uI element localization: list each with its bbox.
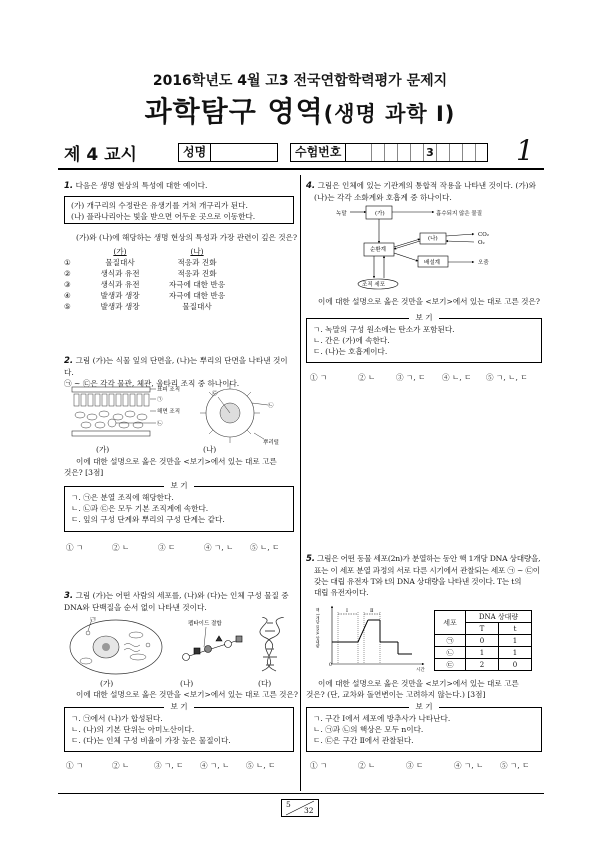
q1-option[interactable] [64,268,242,279]
q2-question-2: 것은? [3점] [64,468,104,477]
q5-ylabel: 핵 1개당 DNA 상대량 [315,608,321,648]
q5-bogi [306,702,542,752]
q4-food: 녹말 [336,211,347,217]
q4-diagram [336,203,536,291]
q3-caption-c: (다) [258,679,272,688]
q5-bogi-item: ㄷ. ㉢은 구간 Ⅱ에서 관찰된다. [313,736,414,745]
session-label: 제 4 교시 [64,145,137,165]
q1-option-a: 생식과 유전 [100,269,140,278]
q3-caption-a: (가) [100,679,114,688]
q5-stem-3: 갖는 대립 유전자 T와 t의 DNA 상대량을 나타낸 것이다. T는 t의 [314,577,522,586]
footer-page: 5 [286,800,291,809]
q3-choice[interactable]: ① ㄱ [66,761,84,770]
q5-stem-2: 표는 이 세포 분열 과정의 서로 다른 시기에서 관찰되는 세포 ㉠ ~ ㉢이 [314,566,540,575]
q5-th-T: T [466,623,499,635]
q1-question: (가)와 (나)에 해당하는 생명 현상의 특성과 가장 관련이 깊은 것은? [76,233,298,242]
q5-bogi-title: 보 기 [409,702,438,711]
q5-cell-t: 1 [499,635,532,647]
table-row [435,647,532,659]
q5-table [434,610,532,671]
question-5 [306,553,544,598]
q1-options-table [64,246,242,312]
q3-choices [66,760,276,771]
q4-circ: 순환계 [370,247,386,253]
q5-th-cell: 세포 [435,611,466,635]
q3-label-peptide: 펩타이드 결합 [188,621,222,627]
q1-option-b: 자극에 대한 반응 [168,291,226,300]
q5-th-dna: DNA 상대량 [466,611,532,623]
q5-cell-t: 1 [499,647,532,659]
q4-bogi-title: 보 기 [409,313,438,322]
q5-stem-1: 그림은 어떤 동물 세포(2n)가 분열하는 동안 핵 1개당 DNA 상대량을, [316,554,541,563]
subject-title [0,90,600,130]
q4-question: 이에 대한 설명으로 옳은 것만을 <보기>에서 있는 대로 고른 것은? [318,297,540,306]
q4-choice[interactable]: ④ ㄴ, ㄷ [442,373,472,382]
q4-cell: 조직 세포 [362,282,386,288]
q1-col-b: (나) [190,247,204,256]
q4-bogi-item: ㄷ. (나)는 호흡계이다. [313,347,388,356]
column-divider [300,175,301,791]
q2-choice[interactable]: ③ ㄷ [158,543,176,552]
q3-stem-1: 그림 (가)는 어떤 사람의 세포를, (나)와 (다)는 인체 구성 물질 중 [75,591,289,600]
q3-bogi-item: ㄱ. ㉠에서 (나)가 합성된다. [71,714,163,723]
q5-number: 5. [306,554,315,564]
subject-main: 과학탐구 영역 [144,95,324,128]
footer-rule [58,793,544,794]
q1-option-b: 적응과 진화 [177,269,217,278]
name-label: 성명 [179,144,211,161]
exam-title: 2016학년도 4월 고3 전국연합학력평가 문제지 [152,73,448,89]
table-row [435,635,532,647]
q4-na: (나) [428,236,438,242]
q1-box-b: (나) 플라나리아는 빛을 받으면 어두운 곳으로 이동한다. [71,212,256,221]
q4-excr: 배설계 [424,260,440,266]
subject-sub: (생명 과학 Ⅰ) [323,102,456,126]
svg-text:㉠: ㉠ [90,617,97,623]
q5-cell-id: ㉢ [435,659,466,671]
q5-cell-t: 0 [499,659,532,671]
q2-choice[interactable]: ② ㄴ [112,543,130,552]
q2-label-epidermis: 표피 조직 [157,387,181,393]
q1-option-mark[interactable]: ① [64,258,71,267]
q3-choice[interactable]: ⑤ ㄴ, ㄷ [246,761,276,770]
q1-options [64,246,294,312]
q3-number: 3. [64,591,74,601]
q3-choice[interactable]: ④ ㄱ, ㄴ [200,761,230,770]
q2-stem-2: ㉠ ~ ㉢은 각각 물관, 체관, 울타리 조직 중 하나이다. [64,379,240,388]
svg-text:㉠: ㉠ [157,397,163,403]
q4-choices [310,372,528,383]
q5-question-1: 이에 대한 설명으로 옳은 것만을 <보기>에서 있는 대로 고른 [318,679,519,688]
q5-choices [310,760,530,771]
q3-stem-2: DNA와 단백질을 순서 없이 나타낸 것이다. [64,603,207,612]
q3-bogi [64,702,294,752]
exam-number-value: 3 [424,144,437,161]
q4-bogi [306,313,542,363]
q4-bogi-item: ㄱ. 녹말의 구성 원소에는 탄소가 포함된다. [313,325,455,334]
q5-question-2: 것은? (단, 교차와 돌연변이는 고려하지 않는다.) [3점] [306,690,486,699]
q1-box [64,196,294,224]
q1-option-mark[interactable]: ④ [64,291,71,300]
q5-choice[interactable]: ① ㄱ [310,761,328,770]
q2-bogi-item: ㄷ. 잎의 구성 단계와 뿌리의 구성 단계는 같다. [71,515,225,524]
q4-stem-1: 그림은 인체에 있는 기관계의 통합적 작용을 나타낸 것이다. (가)와 [317,181,536,190]
q2-bogi [64,481,294,532]
q1-box-a: (가) 개구리의 수정란은 유생기를 거쳐 개구리가 된다. [71,201,248,210]
header-rule [58,168,544,170]
q2-question [64,456,296,478]
q4-co2: CO₂ [478,232,489,238]
exam-number-field[interactable] [290,143,488,162]
footer-total: 32 [304,806,314,815]
q4-unabsorbed: 흡수되지 않은 물질 [436,211,483,217]
q2-question-1: 이에 대한 설명으로 옳은 것만을 <보기>에서 있는 대로 고른 [76,457,277,466]
q4-o2: O₂ [478,240,485,246]
q1-option-a: 물질대사 [105,258,135,267]
q4-number: 4. [306,181,316,191]
q3-caption-b: (나) [180,679,194,688]
q5-cell-T: 2 [466,659,499,671]
q1-option-mark[interactable]: ③ [64,280,71,289]
q1-option-a: 발생과 생장 [100,302,140,311]
q3-bogi-item: ㄴ. (나)의 기본 단위는 아미노산이다. [71,725,195,734]
svg-text:㉡: ㉡ [157,421,163,427]
q1-option[interactable] [64,279,242,290]
question-4 [306,180,542,203]
q2-choice[interactable]: ① ㄱ [66,543,84,552]
q1-option-b: 적응과 진화 [177,258,217,267]
q1-option-mark[interactable]: ⑤ [64,302,71,311]
name-field[interactable] [178,143,278,162]
q5-cell-T: 0 [466,635,499,647]
q5-graph [312,602,430,672]
q2-choice[interactable]: ④ ㄱ, ㄴ [204,543,234,552]
q2-caption-b: (나) [203,445,217,454]
q4-bogi-item: ㄴ. 간은 (가)에 속한다. [313,336,390,345]
q4-stem-2: (나)는 각각 소화계와 호흡계 중 하나이다. [314,193,452,202]
q5-bogi-item: ㄱ. 구간 Ⅰ에서 세포에 방추사가 나타난다. [313,714,451,723]
q1-number: 1. [64,181,74,191]
q1-option[interactable] [64,257,242,268]
q2-bogi-item: ㄴ. ㉡과 ㉢은 모두 기본 조직계에 속한다. [71,504,209,513]
q5-seg1: Ⅰ [346,608,348,614]
q5-xlabel: 시간 [416,668,425,672]
question-3 [64,590,296,613]
q4-choice[interactable]: ① ㄱ [310,373,328,382]
exam-number-cells [359,144,488,161]
q4-choice[interactable]: ③ ㄱ, ㄷ [396,373,426,382]
q3-question: 이에 대한 설명으로 옳은 것만을 <보기>에서 있는 대로 고른 것은? [76,690,298,699]
q1-option[interactable] [64,290,242,301]
q3-bogi-item: ㄷ. (다)는 인체 구성 비율이 가장 높은 물질이다. [71,736,231,745]
q5-cell-id: ㉡ [435,647,466,659]
q3-figure [66,617,296,677]
q3-choice[interactable]: ② ㄴ [112,761,130,770]
q1-col-a: (가) [113,247,127,256]
q1-option-mark[interactable]: ② [64,269,71,278]
q5-cell-id: ㉠ [435,635,466,647]
q2-label-spongy: 해면 조직 [157,409,181,415]
svg-text:㉢: ㉢ [212,391,218,397]
q2-figure [70,383,288,445]
q2-bogi-item: ㄱ. ㉠은 분열 조직에 해당한다. [71,493,174,502]
q3-bogi-title: 보 기 [164,702,193,711]
svg-text:㉡: ㉡ [268,403,274,409]
q1-option-b: 자극에 대한 반응 [168,280,226,289]
q5-th-t: t [499,623,532,635]
q1-option-a: 발생과 생장 [100,291,140,300]
page-number: 1 [516,134,534,167]
q1-option-b: 물질대사 [182,302,212,311]
q2-bogi-title: 보 기 [164,481,193,490]
q5-bogi-item: ㄴ. ㉠과 ㉡의 핵상은 모두 n이다. [313,725,424,734]
q1-stem: 다음은 생명 현상의 특성에 대한 예이다. [75,181,208,190]
q5-cell-T: 1 [466,647,499,659]
q5-choice[interactable]: ④ ㄱ, ㄴ [454,761,484,770]
q2-number: 2. [64,356,74,366]
question-1 [64,180,294,192]
exam-number-label: 수험번호 [291,144,346,161]
q2-choices [66,542,280,553]
q2-label-roothair: 뿌리털 [263,440,279,445]
q4-choice[interactable]: ② ㄴ [358,373,376,382]
q5-choice[interactable]: ③ ㄷ [406,761,424,770]
q4-ga: (가) [375,211,385,217]
q4-urine: 오줌 [478,260,489,266]
q5-question [306,678,544,700]
q5-seg2: Ⅱ [370,608,374,614]
q5-stem-4: 대립 유전자이다. [314,588,369,597]
q2-choice[interactable]: ⑤ ㄴ, ㄷ [250,543,280,552]
q2-stem-1: 그림 (가)는 식물 잎의 단면을, (나)는 뿌리의 단면을 나타낸 것이다. [64,356,288,377]
q1-option-a: 생식과 유전 [100,280,140,289]
q1-option[interactable] [64,301,242,312]
q3-choice[interactable]: ③ ㄱ, ㄷ [154,761,184,770]
footer-page-indicator [281,799,319,817]
q5-table-wrap [434,610,532,671]
q5-choice[interactable]: ⑤ ㄱ, ㄷ [500,761,530,770]
svg-text:0: 0 [329,663,332,668]
q4-choice[interactable]: ⑤ ㄱ, ㄴ, ㄷ [486,373,528,382]
table-row [435,659,532,671]
q5-choice[interactable]: ② ㄴ [358,761,376,770]
q2-caption-a: (가) [96,445,110,454]
